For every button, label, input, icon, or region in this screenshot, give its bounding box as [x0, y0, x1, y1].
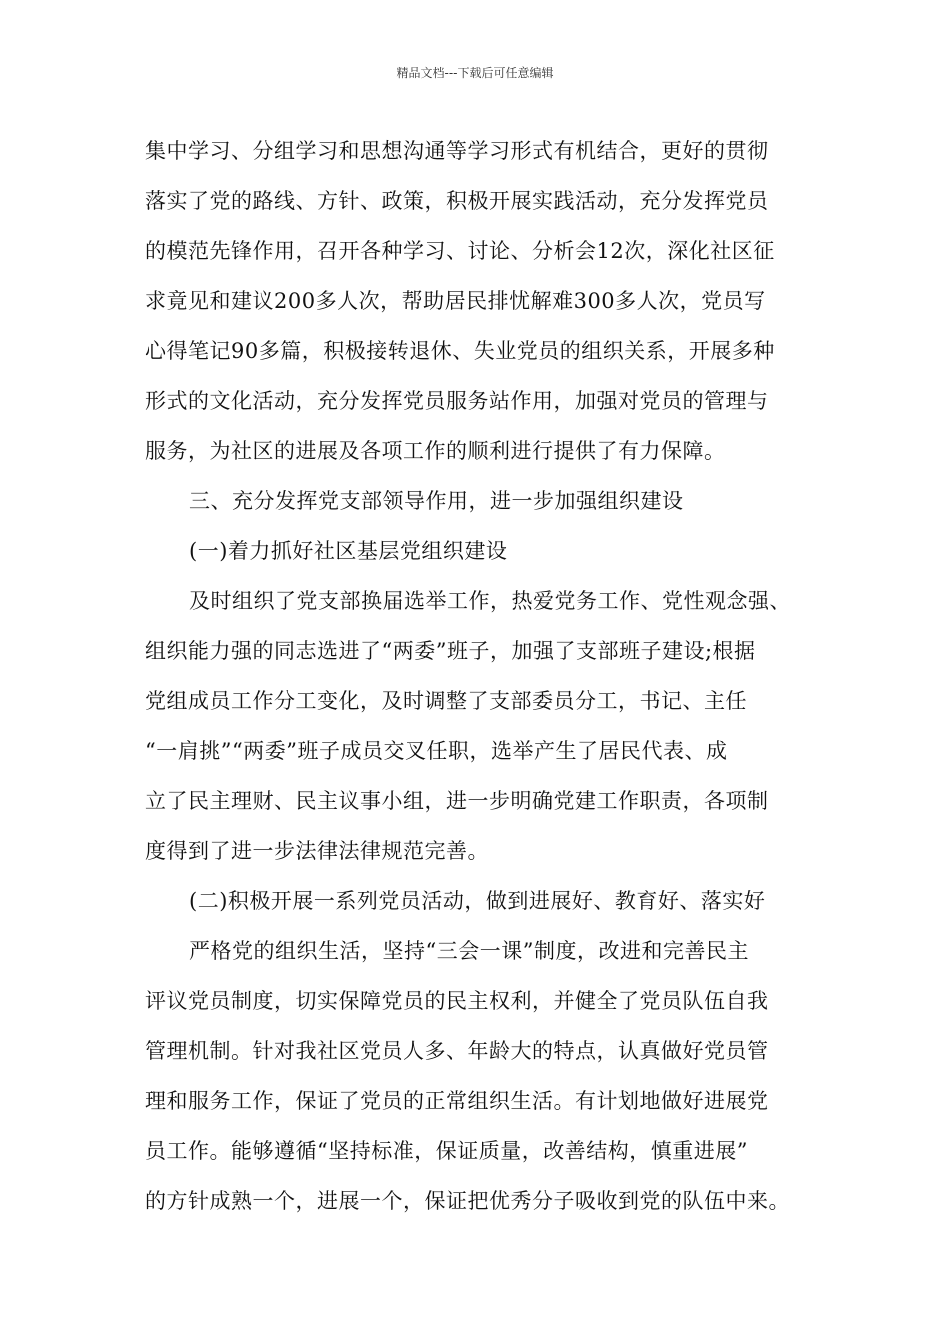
- subsection-heading: (一)着力抓好社区基层党组织建设: [189, 539, 508, 563]
- text-line: 形式的文化活动，充分发挥党员服务站作用，加强对党员的管理与: [145, 389, 769, 413]
- text-line: “一肩挑”“两委”班子成员交叉任职，选举产生了居民代表、成: [145, 739, 728, 763]
- text-line: 管理机制。针对我社区党员人多、年龄大的特点，认真做好党员管: [145, 1039, 769, 1063]
- text-line: 理和服务工作，保证了党员的正常组织生活。有计划地做好进展党: [145, 1089, 769, 1113]
- text-line: 服务，为社区的进展及各项工作的顺利进行提供了有力保障。: [145, 439, 726, 463]
- section-heading: 三、充分发挥党支部领导作用，进一步加强组织建设: [189, 489, 684, 513]
- text-line: 度得到了进一步法律法律规范完善。: [145, 839, 489, 863]
- text-line: 的方针成熟一个，进展一个，保证把优秀分子吸收到党的队伍中来。: [145, 1189, 790, 1213]
- text-line: 立了民主理财、民主议事小组，进一步明确党建工作职责，各项制: [145, 789, 769, 813]
- text-line: 及时组织了党支部换届选举工作，热爱党务工作、党性观念强、: [189, 589, 791, 613]
- subsection-heading: (二)积极开展一系列党员活动，做到进展好、教育好、落实好: [189, 889, 766, 913]
- text-line: 落实了党的路线、方针、政策，积极开展实践活动，充分发挥党员: [145, 189, 769, 213]
- text-line: 员工作。能够遵循“坚持标准，保证质量，改善结构，慎重进展”: [145, 1139, 748, 1163]
- text-line: 心得笔记90多篇，积极接转退休、失业党员的组织关系，开展多种: [145, 339, 775, 363]
- document-body: [145, 126, 815, 1226]
- text-line: 评议党员制度，切实保障党员的民主权利，并健全了党员队伍自我: [145, 989, 769, 1013]
- text-line: 的模范先锋作用，召开各种学习、讨论、分析会12次，深化社区征: [145, 239, 775, 263]
- text-line: 党组成员工作分工变化，及时调整了支部委员分工，书记、主任: [145, 689, 747, 713]
- text-line: 集中学习、分组学习和思想沟通等学习形式有机结合，更好的贯彻: [145, 139, 769, 163]
- text-line: 求竟见和建议200多人次，帮助居民排忧解难300多人次，党员写: [145, 289, 766, 313]
- text-line: 严格党的组织生活，坚持“三会一课”制度，改进和完善民主: [189, 939, 749, 963]
- page-header: 精品文档---下载后可任意编辑: [396, 66, 554, 80]
- text-line: 组织能力强的同志选进了“两委”班子，加强了支部班子建设;根据: [145, 639, 756, 663]
